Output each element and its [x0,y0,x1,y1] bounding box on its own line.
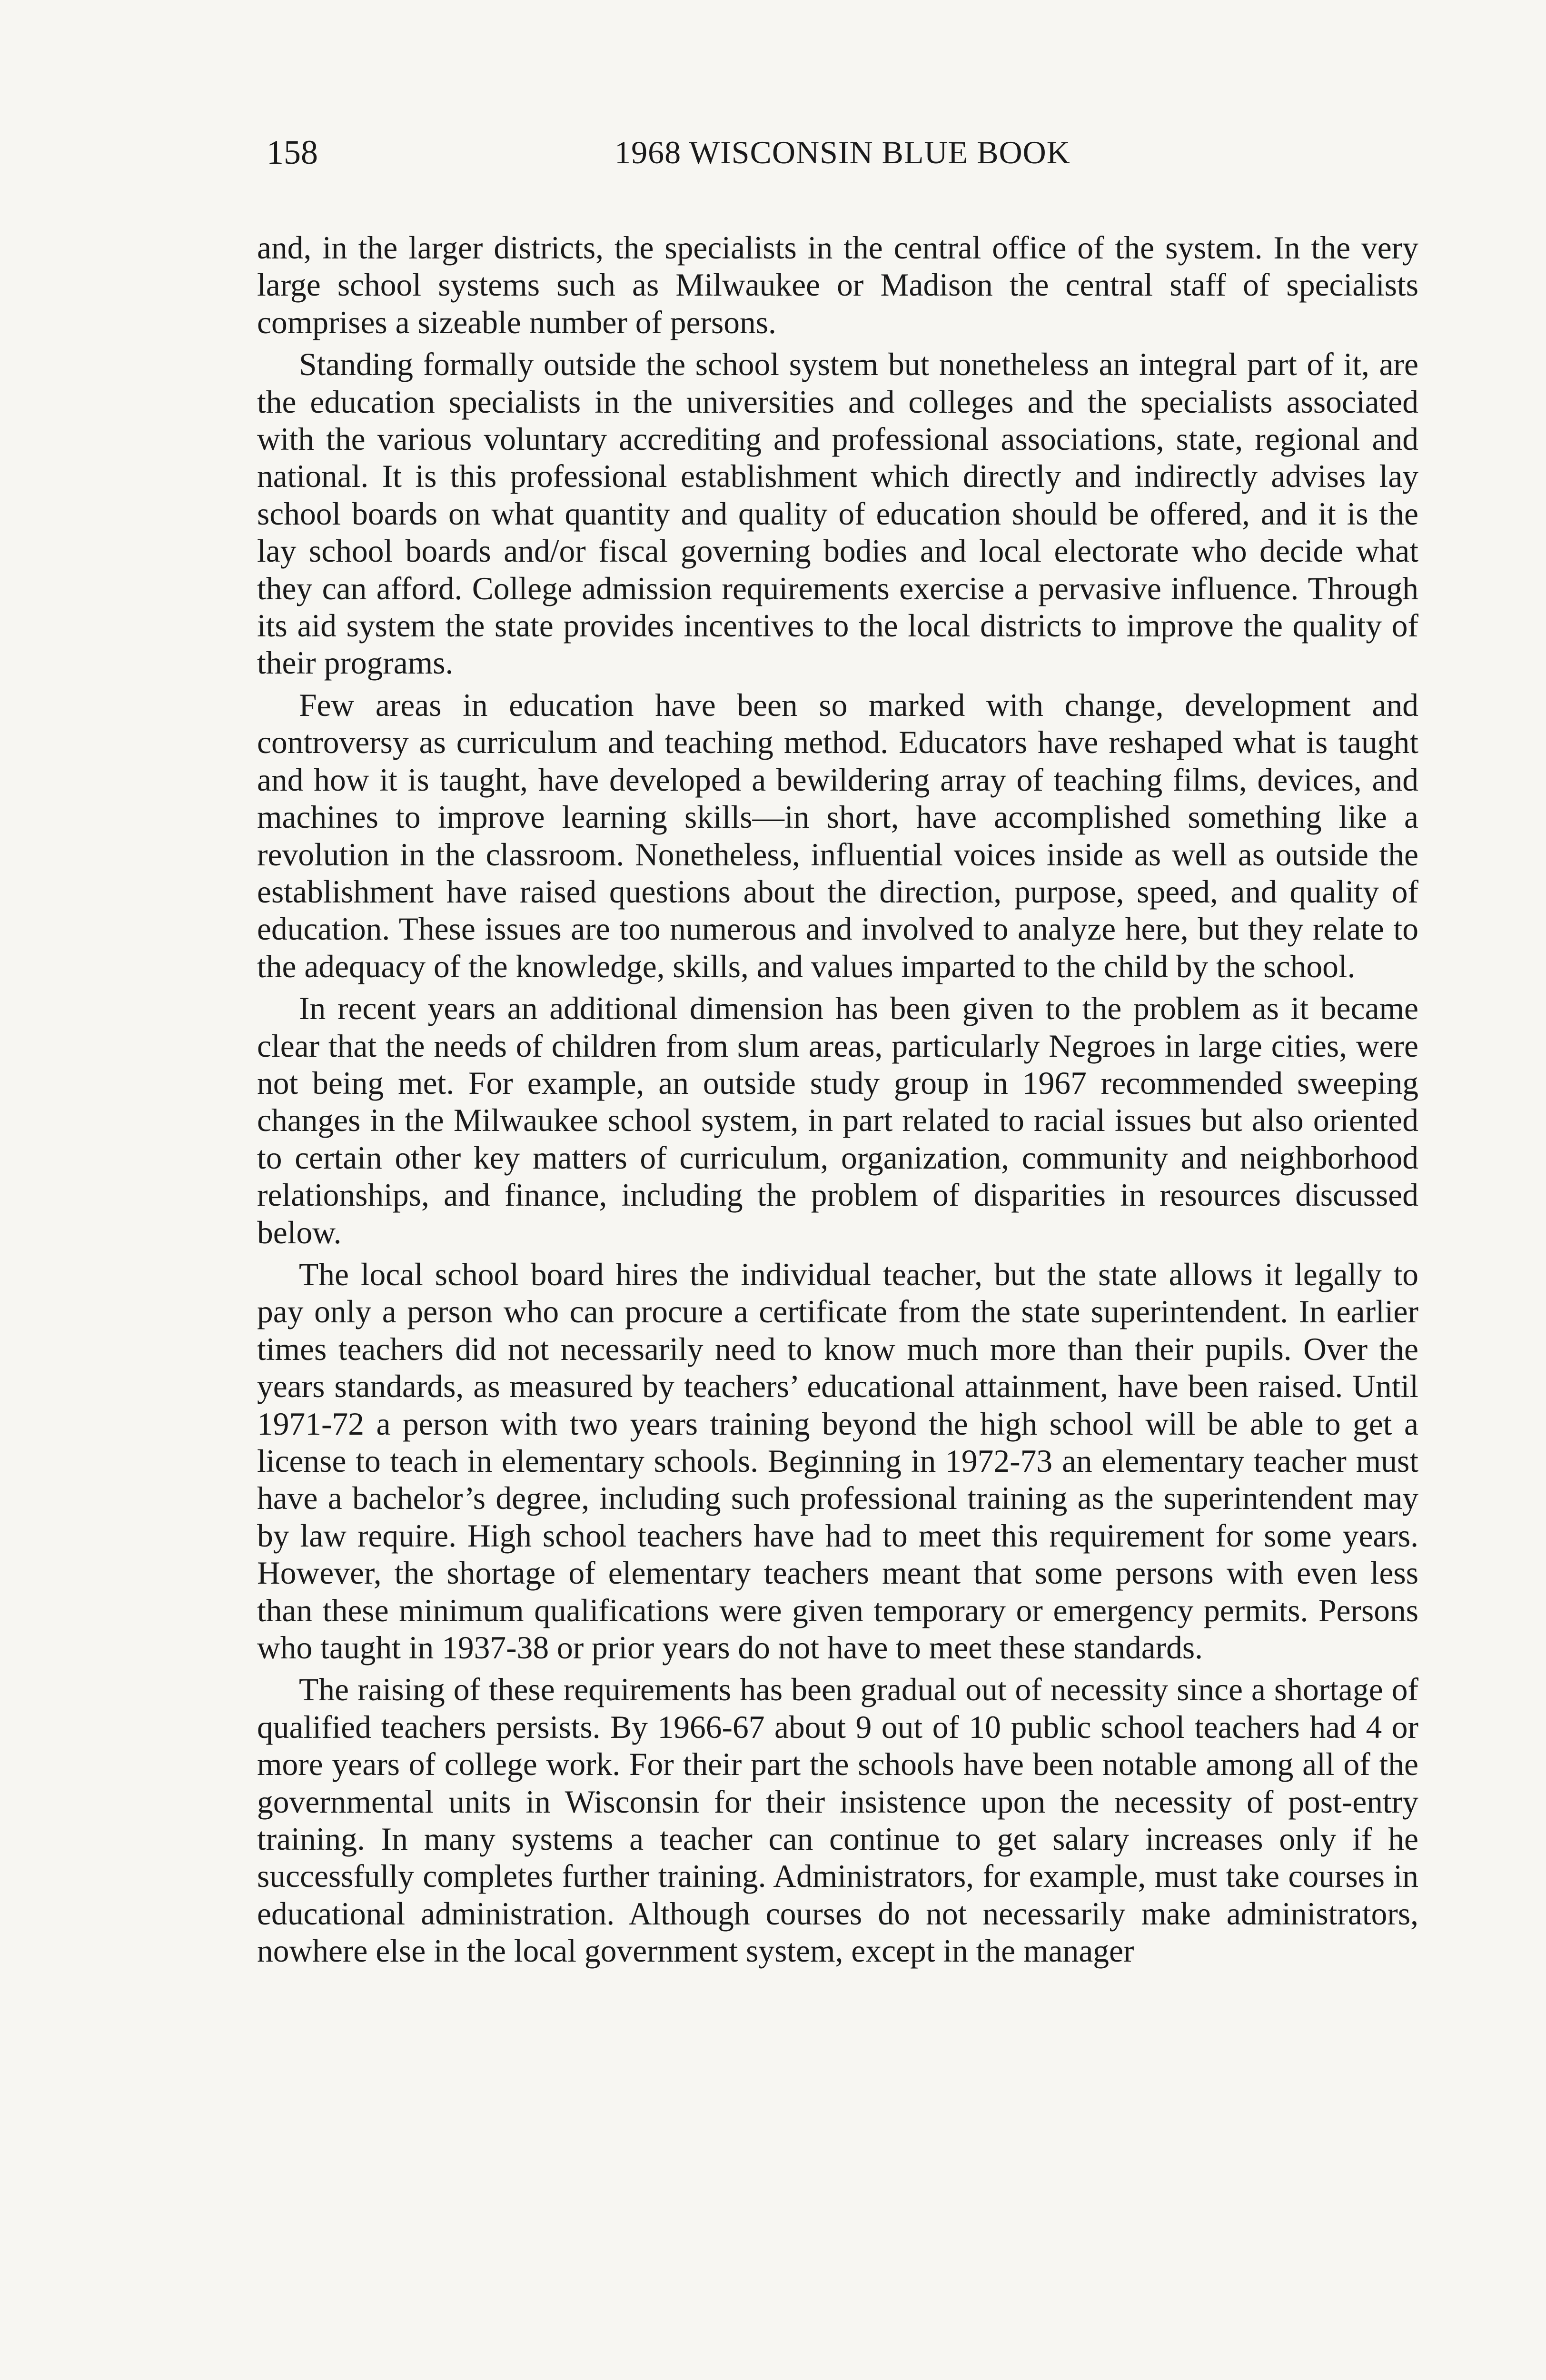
page-number: 158 [267,133,318,171]
paragraph-professional-establishment: Standing formally outside the school system but nonetheless an integral part of it, are the education specialists in the universities and colleges and the specialists associated with the various voluntary accrediting and professional associations, state, regional and national. It is this professional establishment which directly and indirectly advises lay school boards on what quantity and quality of education should be offered, and it is the lay school boards and/or fiscal governing bodies and local electorate who decide what they can afford. College admission requirements exercise a pervasive influence. Through its aid system the state provides incentives to the local districts to improve the quality of their programs. [257,347,1418,681]
paragraph-continued: and, in the larger districts, the specialists in the central office of the system. In the very large school systems such as Milwaukee or Madison the central staff of specialists comprises a sizeable number of persons. [257,230,1418,340]
book-title: 1968 WISCONSIN BLUE BOOK [614,134,1070,170]
body-text [257,229,1418,1970]
running-head [267,129,1418,181]
paragraph-teacher-certification: The local school board hires the individual teacher, but the state allows it legally to pay only a person who can procure a certificate from the state superintendent. In earlier times teachers did not necessarily need to know much more than their pupils. Over the years standards, as measured by teachers’ educational attainment, have been raised. Until 1971-72 a person with two years training beyond the high school will be able to get a license to teach in elementary schools. Beginning in 1972-73 an elementary teacher must have a bachelor’s degree, including such professional training as the superintendent may by law require. High school teachers have had to meet this requirement for some years. However, the shortage of elementary teachers meant that some persons with even less than these minimum qualifications were given temporary or emergency permits. Persons who taught in 1937-38 or prior years do not have to meet these standards. [257,1256,1418,1666]
paragraph-curriculum: Few areas in education have been so marked with change, development and controversy as curriculum and teaching method. Educators have reshaped what is taught and how it is taught, have developed a bewildering array of teaching films, devices, and machines to improve learning skills—in short, have accomplished something like a revolution in the classroom. Nonetheless, influential voices inside as well as outside the establishment have raised questions about the direction, purpose, speed, and quality of education. These issues are too numerous and involved to analyze here, but they relate to the adequacy of the knowledge, skills, and values imparted to the child by the school. [257,687,1418,984]
paragraph-requirements: The raising of these requirements has been gradual out of necessity since a shortage of qualified teachers persists. By 1966-67 about 9 out of 10 public school teachers had 4 or more years of college work. For their part the schools have been notable among all of the governmental units in Wisconsin for their insistence upon the necessity of post-entry training. In many systems a teacher can continue to get salary increases only if he successfully completes further training. Administrators, for example, must take courses in educational administration. Although courses do not necessarily make administrators, nowhere else in the local government system, except in the manager [257,1672,1418,1969]
paragraph-slum-areas: In recent years an additional dimension has been given to the problem as it became clear that the needs of children from slum areas, particularly Negroes in large cities, were not being met. For example, an outside study group in 1967 recommended sweeping changes in the Milwaukee school system, in part related to racial issues but also oriented to certain other key matters of curriculum, organization, community and neighborhood relationships, and finance, including the problem of disparities in resources discussed below. [257,991,1418,1250]
